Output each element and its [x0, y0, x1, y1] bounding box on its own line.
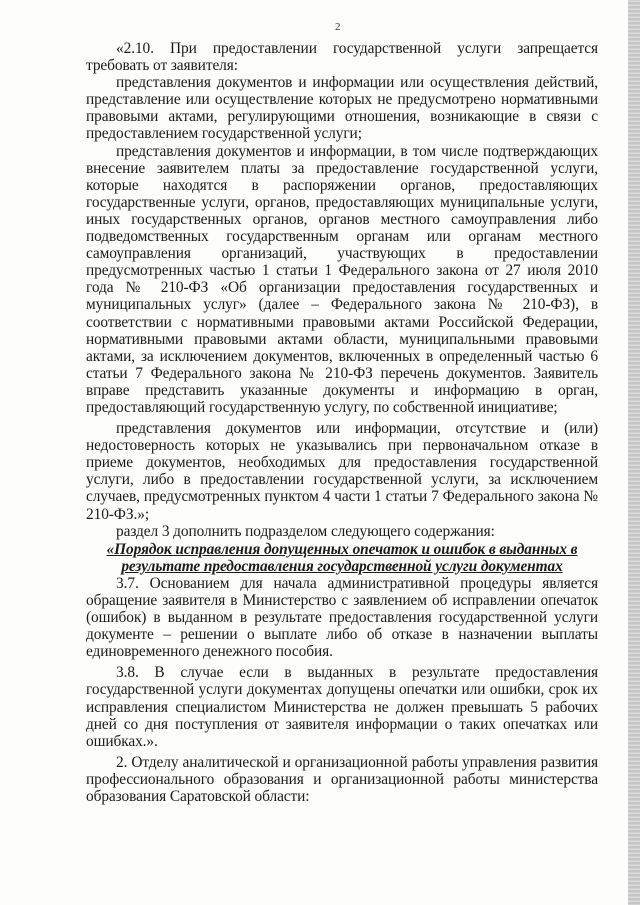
subsection-heading-text: «Порядок исправления допущенных опечаток и ошибок в выданных в результате предоставления государственной услуги документах	[106, 540, 578, 575]
paragraph-item-2: 2. Отделу аналитической и организационной работы управления развития профессионального образования и организационной работы министерства образования Саратовской области:	[86, 753, 598, 806]
paragraph-section-3-intro: раздел 3 дополнить подразделом следующего содержания:	[116, 522, 495, 540]
paragraph-requirement-2: представления документов и информации, в том числе подтверждающих внесение заявителем платы за предоставление государственной услуги, которые находятся в распоряжении органов, предоставляющих государственные услуги, органов, предоставляющих муниципальные услуги, иных государственных органов, органов местного самоуправления либо подведомственных государственным органам или органам местного самоуправления организаций, участвующих в предоставлении предусмотренных частью 1 статьи 1 Федерального закона от 27 июля 2010 года № 210-ФЗ «Об организации предоставления государственных и муниципальных услуг» (далее – Федерального закона № 210-ФЗ), в соответствии с нормативными правовыми актами Российской Федерации, нормативными правовыми актами области, муниципальными правовыми актами, за исключением документов, включенных в определенный частью 6 статьи 7 Федерального закона № 210-ФЗ перечень документов. Заявитель вправе представить указанные документы и информацию в орган, предоставляющий государственную услугу, по собственной инициативе;	[86, 142, 598, 416]
paragraph-requirement-3: представления документов или информации, отсутствие и (или) недостоверность которых не указывались при первоначальном отказе в приеме документов, необходимых для предоставления государственной услуги, либо в предоставлении государственной услуги, за исключением случаев, предусмотренных пунктом 4 части 1 статьи 7 Федерального закона № 210-ФЗ.»;	[86, 420, 598, 523]
paragraph-3-8: 3.8. В случае если в выданных в результате предоставления государственной услуги документах допущены опечатки или ошибки, срок их исправления специалистом Министерства не должен превышать 5 рабочих дней со дня поступления от заявителя информации о таких опечатках или ошибках.».	[86, 664, 598, 750]
page-number: 2	[335, 21, 341, 33]
document-body	[86, 40, 598, 805]
subsection-heading	[86, 541, 598, 575]
scan-edge-strip	[628, 0, 640, 905]
paragraph-requirement-1: представления документов и информации или осуществления действий, представление или осуществление которых не предусмотрено нормативными правовыми актами, регулирующими отношения, возникающие в связи с предоставлением государственной услуги;	[86, 74, 598, 143]
paragraph-3-7: 3.7. Основанием для начала административной процедуры является обращение заявителя в Министерство с заявлением об исправлении опечаток (ошибок) в выданном в результате предоставления государственной услуги документе – решении о выплате либо об отказе в назначении выплаты единовременного денежного пособия.	[86, 574, 598, 661]
paragraph-2-10: «2.10. При предоставлении государственной услуги запрещается требовать от заявителя:	[86, 40, 598, 75]
